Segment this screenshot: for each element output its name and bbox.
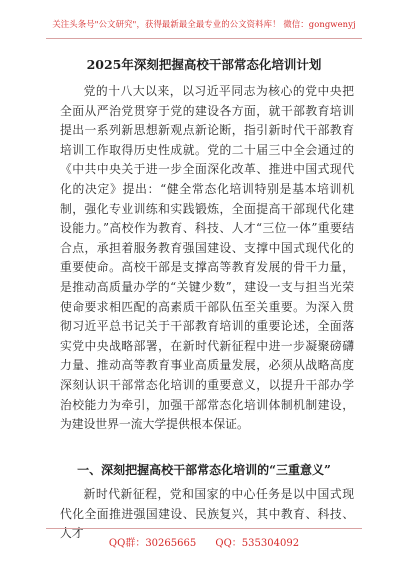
section-heading: 一、深刻把握高校干部常态化培训的“三重意义” [77,463,331,477]
document-title: 2025年深刻把握高校干部常态化培训计划 [86,57,322,72]
header-divider [46,38,362,39]
footer-qq: QQ：535304092 [215,538,300,549]
intro-paragraph: 党的十八大以来，以习近平同志为核心的党中央把全面从严治党贯穿于党的建设各方面，就干部教育培训提出一系列新思想新观点新论断，指引新时代干部教育培训工作取得历史性成就。党的二十届三中全会通过的《中共中央关于进一步全面深化改革、推进中国式现代化的决定》提出：“健全常态化培训特别是基本培训机制，强化专业训练和实践锻炼，全面提高干部现代化建设能力。”高校作为教育、科技、人才“三位一体”重要结合点，承担着服务教育强国建设、支撑中国式现代化的重要使命。高校干部是支撑高等教育发展的骨干力量，是推动高质量办学的“关键少数”，建设一支与担当光荣使命要求相匹配的高素质干部队伍至关重要。为深入贯彻习近平总书记关于干部教育培训的重要论述，全面落实党中央战略部署，在新时代新征程中进一步凝聚磅礴力量、推动高等教育事业高质量发展，必须从战略高度深刻认识干部常态化培训的重要意义，以提升干部办学治校能力为牵引，加强干部常态化培训体制机制建设，为建设世界一流大学提供根本保证。 [60,84,354,432]
header-note: 关注头条号"公文研究"，获得最新最全最专业的公文资料库！ 微信：gongwenyj [52,19,356,29]
footer-qq-group: QQ群：30265665 [108,538,197,549]
section-paragraph: 新时代新征程，党和国家的中心任务是以中国式现代化全面推进强国建设、民族复兴，其中教育、科技、人才 [60,487,354,541]
footer-note [0,534,408,549]
footer-divider [46,528,362,529]
document-body [60,82,354,435]
